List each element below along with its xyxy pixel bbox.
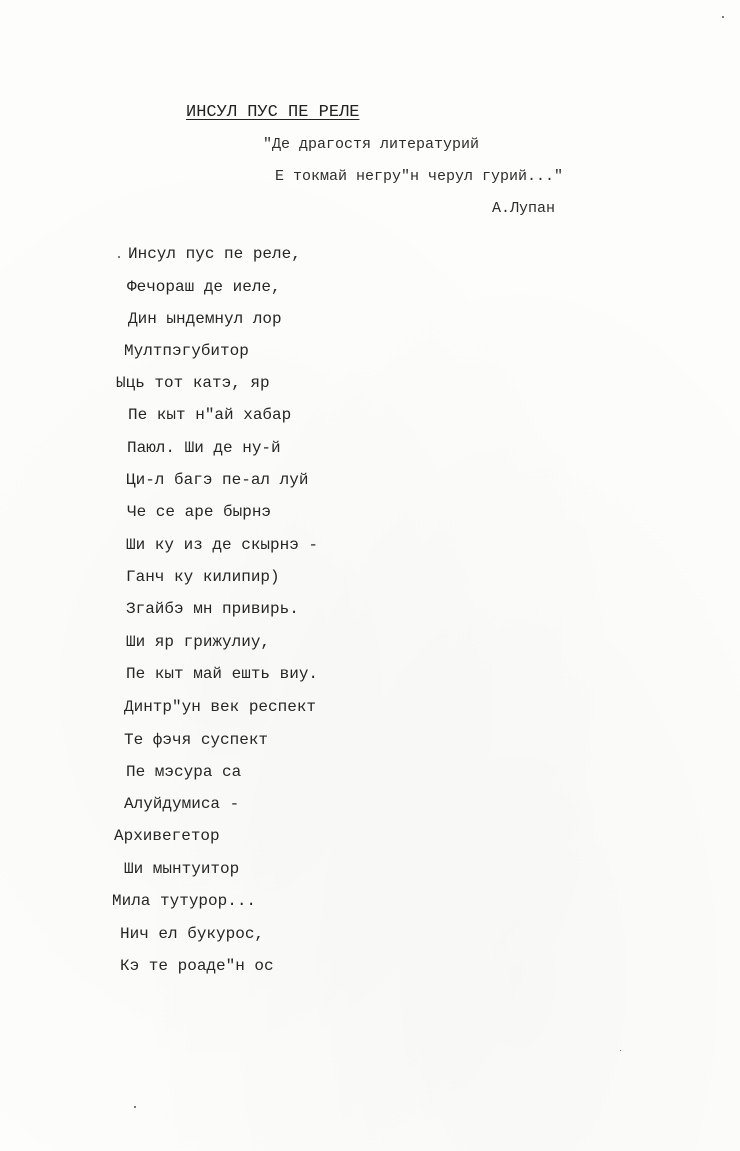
poem-line: Ганч ку килипир) <box>126 568 280 586</box>
poem-line: Те фэчя суспект <box>124 731 269 749</box>
poem-line: Фечораш де иеле, <box>127 278 281 296</box>
ink-speck <box>620 1050 621 1051</box>
ink-speck <box>134 1106 136 1108</box>
poem-line: Алуйдумиса - <box>124 795 240 813</box>
poem-line: Инсул пус пе реле, <box>128 245 301 263</box>
poem-line: Згайбэ мн привирь. <box>126 600 299 618</box>
poem-line: Мила тутурор... <box>112 892 257 910</box>
poem-line: Нич ел букурос, <box>120 925 265 943</box>
poem-line: Кэ те роаде"н ос <box>120 957 274 975</box>
poem-line: Ши яр грижулиу, <box>126 633 271 651</box>
poem-line: Ци-л багэ пе-ал луй <box>126 471 309 489</box>
epigraph-line-1: "Де драгостя литературий <box>263 136 480 153</box>
poem-line: Пе мэсура са <box>126 763 242 781</box>
poem-line: Динтр"ун век респект <box>124 698 317 716</box>
poem-line: Пе кыт май ешть виу. <box>126 665 319 683</box>
poem-line: Архивегетор <box>114 827 220 845</box>
poem-line: Ши мынтуитор <box>124 860 240 878</box>
epigraph-line-2: Е токмай негру"н черул гурий..." <box>275 168 564 185</box>
poem-line: Дин ындемнул лор <box>128 310 282 328</box>
epigraph-author: А.Лупан <box>492 200 556 217</box>
poem-line: Ши ку из де скырнэ - <box>126 536 319 554</box>
poem-line: Паюл. Ши де ну-й <box>127 439 281 457</box>
poem-line: Мултпэгубитор <box>124 342 249 360</box>
poem-line: Ыць тот катэ, яр <box>116 374 270 392</box>
poem-title: ИНСУЛ ПУС ПЕ РЕЛЕ <box>186 103 360 122</box>
ink-speck <box>118 256 120 258</box>
poem-line: Пе кыт н"ай хабар <box>128 406 292 424</box>
ink-speck <box>722 16 724 18</box>
poem-line: Че се аре бырнэ <box>127 503 272 521</box>
